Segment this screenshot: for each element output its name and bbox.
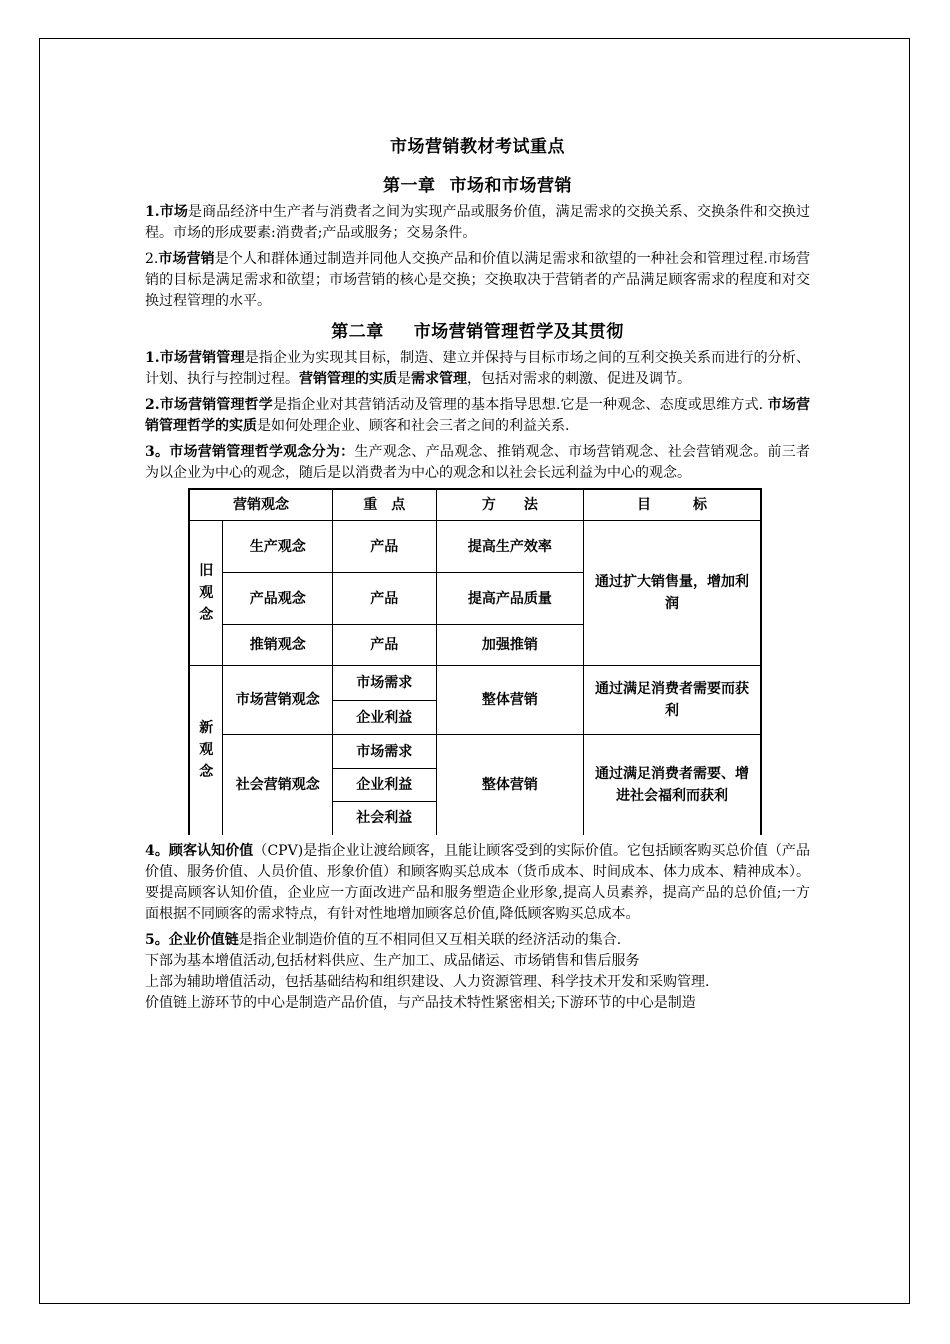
chapter-2-heading: [145, 317, 810, 342]
method-cell: 整体营销: [436, 735, 583, 835]
concept-cell: 推销观念: [223, 625, 333, 666]
focus-cell: 市场需求: [332, 735, 436, 769]
essence-connector: 是: [397, 371, 411, 387]
focus-cell: 企业利益: [332, 701, 436, 735]
header-concept: 营销观念: [189, 489, 332, 521]
old-concepts-group: 旧观念: [189, 521, 223, 666]
section-1-2-number: 2.: [145, 251, 159, 267]
header-focus: 重 点: [332, 489, 436, 521]
term-philosophy-types: 3。市场营销管理哲学观念分为：: [145, 444, 355, 460]
term-management-essence: 营销管理的实质: [299, 371, 397, 387]
section-4-continued: 要提高顾客认知价值，企业应一方面改进产品和服务塑造企业形象,提高人员素养，提高产品的总价值;一方面根据不同顾客的需求特点，有针对性地增加顾客总价值,降低顾客购买总成本。: [145, 884, 810, 922]
focus-cell: 企业利益: [332, 769, 436, 802]
marketing-management-definition: 是指企业为实现其目标，制造、建立并保持与目标市场之间的互利交换关系而进行的分析、计划、执行与控制过程。: [145, 350, 810, 387]
term-demand-management: 需求管理: [411, 371, 467, 387]
focus-cell: 社会利益: [332, 802, 436, 835]
term-customer-perceived-value: 4。顾客认知价值: [145, 842, 254, 859]
philosophy-types-detail: 生产观念、产品观念、推销观念、市场营销观念、社会营销观念。前三者为以企业为中心的观念，随后是以消费者为中心的观念和以社会长远利益为中心的观念。: [145, 444, 811, 481]
market-definition: 是商品经济中生产者与消费者之间为实现产品或服务价值，满足需求的交换关系、交换条件和交换过程。市场的形成要素:消费者;产品或服务；交易条件。: [145, 204, 810, 241]
term-market: 1.市场: [145, 204, 189, 220]
value-chain-support: 上部为辅助增值活动，包括基础结构和组织建设、人力资源管理、科学技术开发和采购管理.: [145, 973, 710, 990]
term-value-chain: 5。企业价值链: [145, 931, 239, 948]
section-1-2: [145, 249, 810, 312]
goal-cell: 通过满足消费者需要而获利: [584, 666, 761, 735]
table-row: [189, 735, 761, 769]
philosophy-essence-detail: 是如何处理企业、顾客和社会三者之间的利益关系.: [257, 418, 570, 434]
table-row: [189, 666, 761, 701]
marketing-definition: 是个人和群体通过制造并同他人交换产品和价值以满足需求和欲望的一种社会和管理过程.市场营销的目标是满足需求和欲望；市场营销的核心是交换；交换取决于营销者的产品满足顾客需求的程度和对交换过程管理的水平。: [145, 251, 810, 309]
section-4: [145, 841, 810, 883]
chapter-2-number: 第二章: [331, 322, 384, 342]
value-chain-upstream: 价值链上游环节的中心是制造产品价值，与产品技术特性紧密相关;下游环节的中心是制造: [145, 994, 696, 1011]
chapter-1-name: 市场和市场营销: [449, 176, 572, 196]
cpv-definition: （CPV)是指企业让渡给顾客，且能让顾客受到的实际价值。它包括顾客购买总价值（产品价值、服务价值、人员价值、形象价值）和顾客购买总成本（货币成本、时间成本、体力成本、精神成本）。: [145, 842, 810, 880]
method-cell: 整体营销: [436, 666, 583, 735]
concept-cell: 社会营销观念: [223, 735, 333, 835]
term-marketing: 市场营销: [158, 251, 215, 267]
document-body: [145, 132, 810, 1014]
concepts-table-wrapper: [188, 488, 764, 835]
new-concepts-group: 新观念: [189, 666, 223, 835]
section-1-1: [145, 202, 810, 244]
term-philosophy-essence: 市场营销管理哲学的实质: [145, 397, 811, 434]
demand-management-detail: ，包括对需求的刺激、促进及调节。: [467, 371, 691, 387]
section-2-2: [145, 395, 810, 437]
method-cell: 提高生产效率: [436, 521, 583, 573]
header-method: 方 法: [436, 489, 583, 521]
focus-cell: 产品: [332, 521, 436, 573]
focus-cell: 产品: [332, 625, 436, 666]
chapter-1-heading: [145, 171, 810, 196]
term-management-philosophy: 2.市场营销管理哲学: [145, 397, 273, 413]
method-cell: 加强推销: [436, 625, 583, 666]
value-chain-definition: 是指企业制造价值的互不相同但又互相关联的经济活动的集合.: [238, 931, 622, 948]
value-chain-primary: 下部为基本增值活动,包括材料供应、生产加工、成品储运、市场销售和售后服务: [145, 952, 640, 969]
table-row: [189, 521, 761, 573]
focus-cell: 产品: [332, 573, 436, 625]
marketing-concepts-table: [188, 488, 762, 835]
concept-cell: 市场营销观念: [223, 666, 333, 735]
concept-cell: 产品观念: [223, 573, 333, 625]
section-2-3: [145, 442, 810, 484]
old-goal-cell: 通过扩大销售量，增加利润: [584, 521, 761, 666]
section-5: [145, 930, 810, 951]
section-2-1: [145, 348, 810, 390]
concept-cell: 生产观念: [223, 521, 333, 573]
focus-cell: 市场需求: [332, 666, 436, 701]
document-title: 市场营销教材考试重点: [390, 137, 565, 157]
method-cell: 提高产品质量: [436, 573, 583, 625]
table-header-row: [189, 489, 761, 521]
philosophy-definition: 是指企业对其营销活动及管理的基本指导思想.它是一种观念、态度或思维方式.: [272, 397, 768, 413]
term-marketing-management: 1.市场营销管理: [145, 350, 245, 366]
chapter-1-number: 第一章: [383, 176, 436, 196]
chapter-2-name: 市场营销管理哲学及其贯彻: [413, 322, 624, 342]
header-goal: 目 标: [584, 489, 761, 521]
goal-cell: 通过满足消费者需要、增进社会福利而获利: [584, 735, 761, 835]
